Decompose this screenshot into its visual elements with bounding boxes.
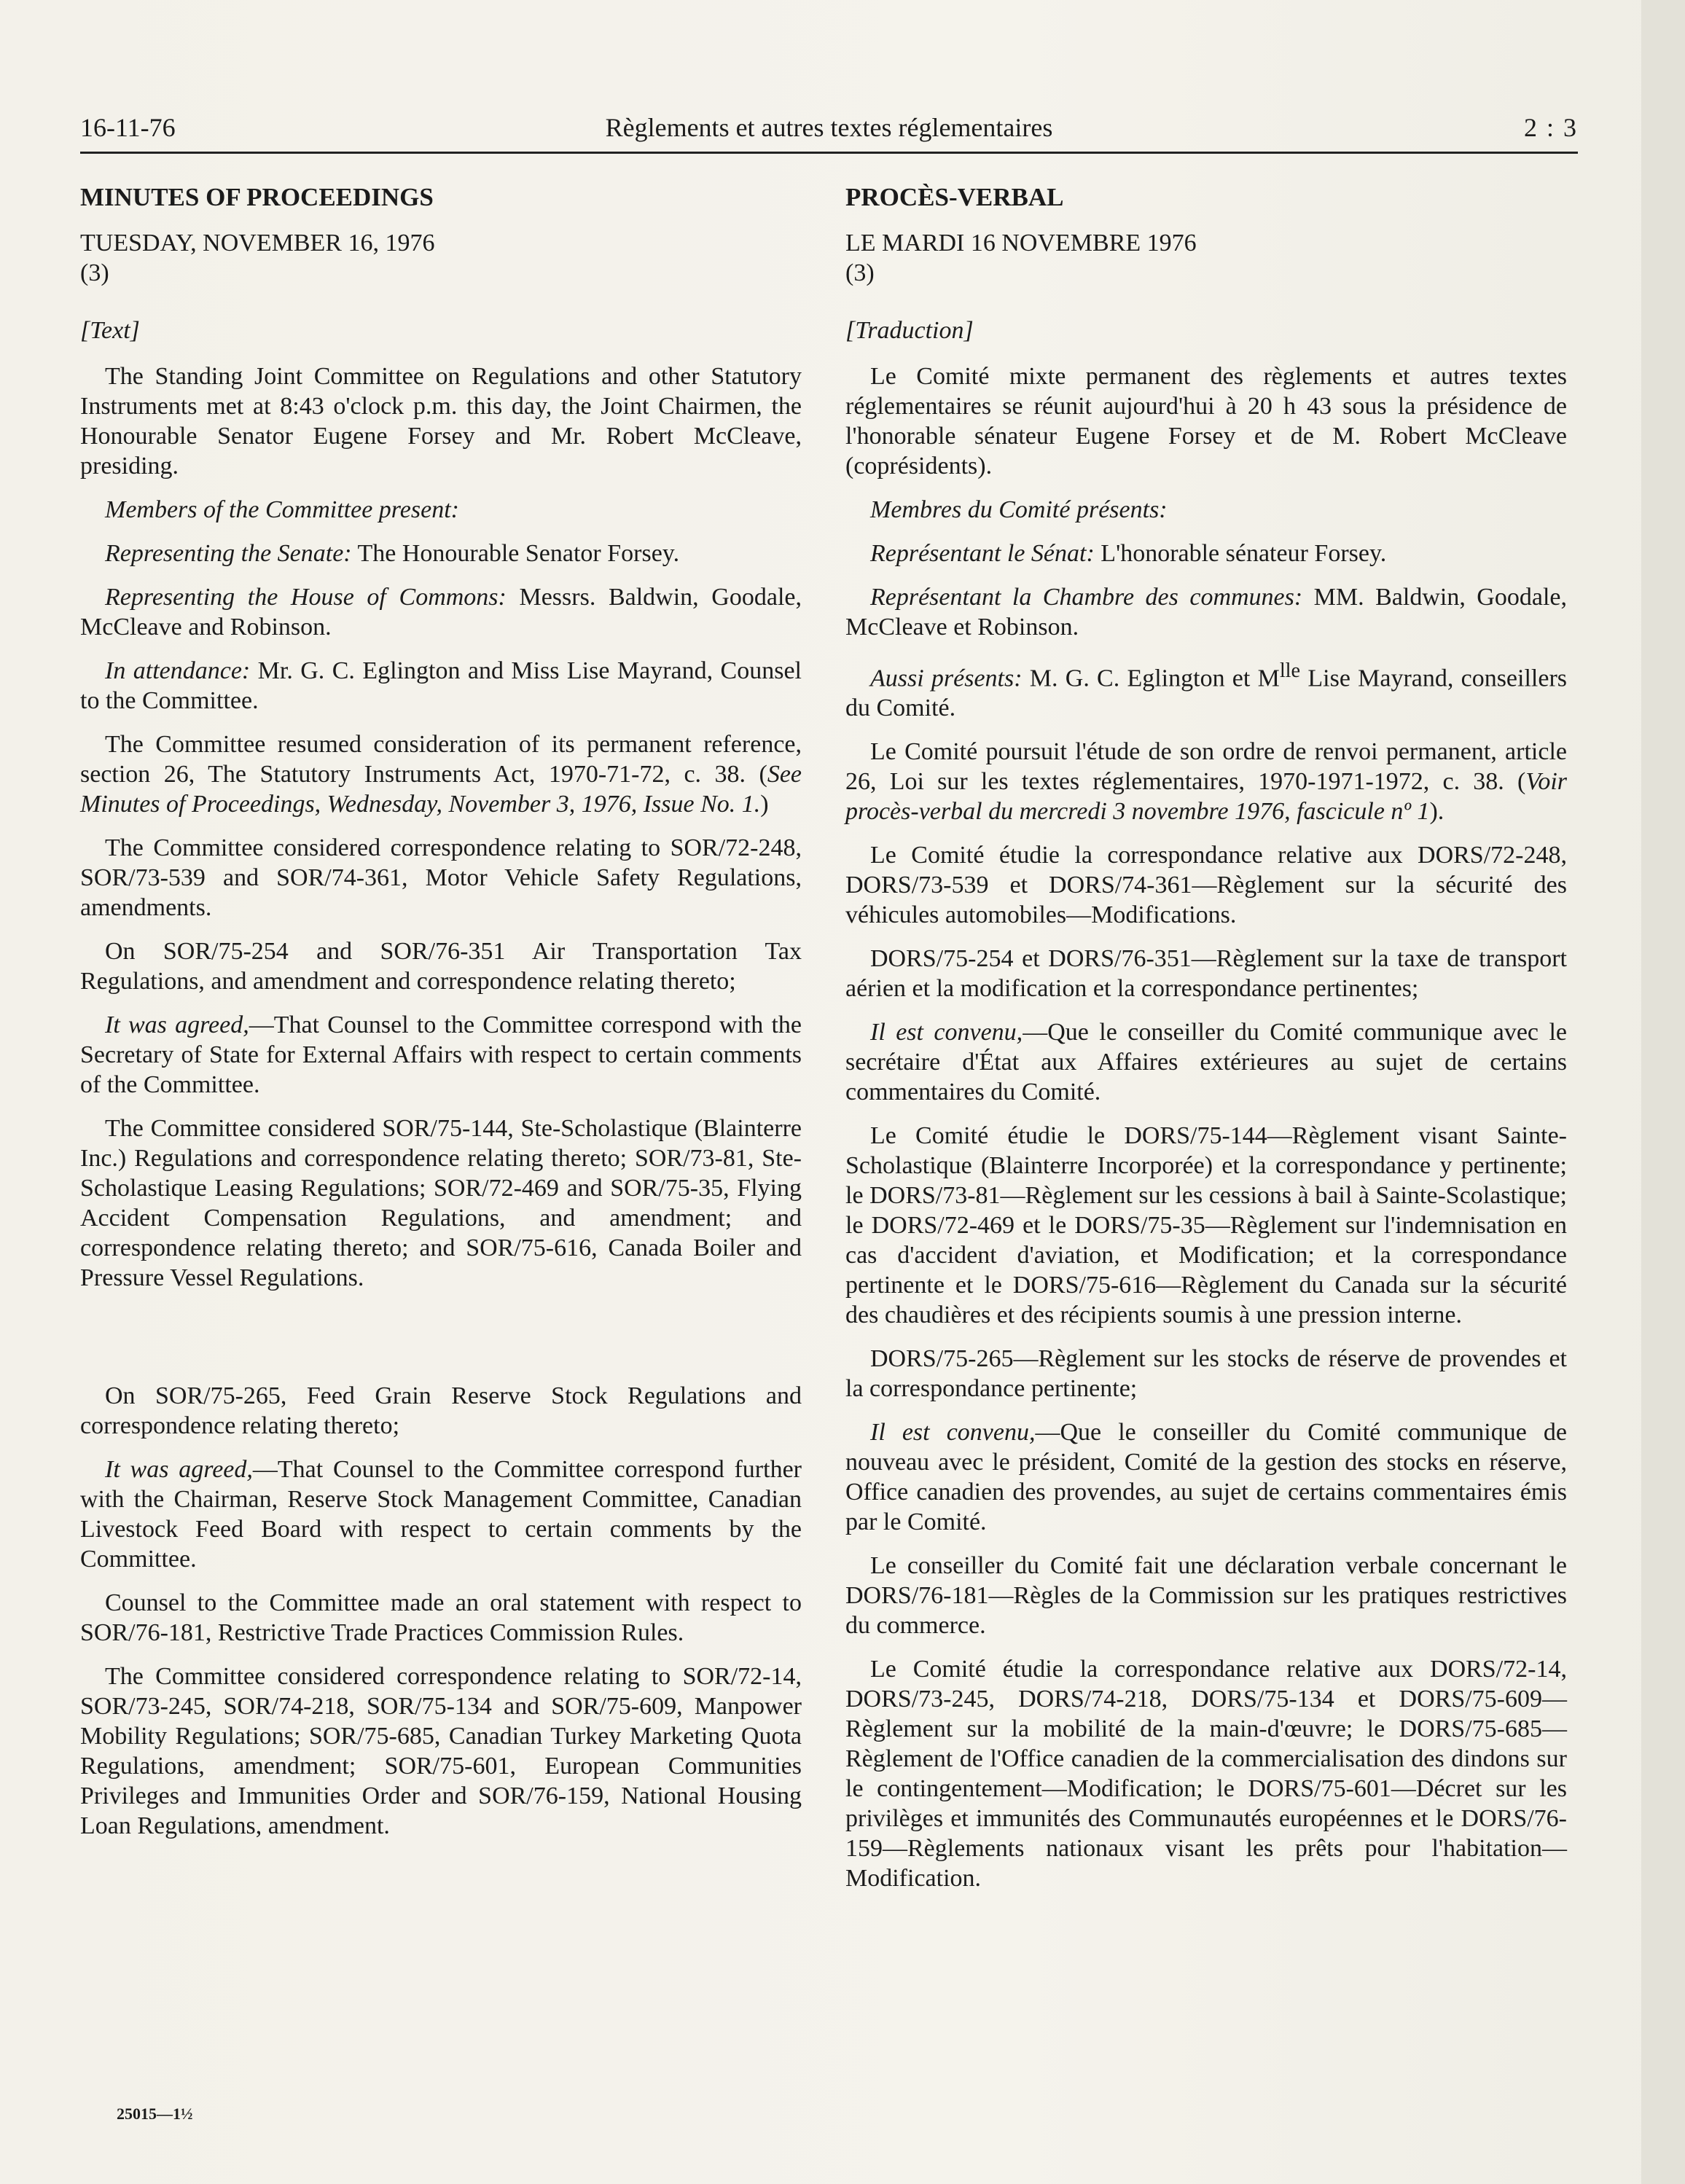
french-agreed-text-1: —Que le conseiller du Comité communique avec le secrétaire d'État aux Affaires extérieures au sujet de certains commentaires du Comité. bbox=[845, 1019, 1567, 1106]
english-resumed-text: The Committee resumed consideration of its permanent reference, section 26, The Statutory Instruments Act, 1970-71-72, c. 38. ( bbox=[80, 731, 802, 788]
french-senate-label: Représentant le Sénat: bbox=[870, 540, 1095, 567]
french-resumed-paragraph bbox=[845, 737, 1567, 826]
french-agreed-label-2: Il est convenu, bbox=[870, 1419, 1036, 1447]
running-header bbox=[80, 109, 1578, 154]
french-senate-line bbox=[845, 539, 1567, 568]
english-ste-scholastique-paragraph: The Committee considered SOR/75-144, Ste-Scholastique (Blainterre Inc.) Regulations and correspondence relating thereto; SOR/73-81, Ste-Scholastique Leasing Regulations; SOR/72-469 and SOR/75-35, Flying Accident Compensation Regulations, and amendment; and correspondence relating thereto; and SOR/75-616, Canada Boiler and Pressure Vessel Regulations. bbox=[80, 1115, 802, 1291]
english-attendance-label: In attendance: bbox=[105, 657, 251, 684]
french-agreed-label-1: Il est convenu, bbox=[870, 1019, 1023, 1046]
english-attendance-line bbox=[80, 656, 802, 716]
french-attendance-line bbox=[845, 656, 1567, 723]
english-agreed-label-1: It was agreed, bbox=[105, 1011, 249, 1038]
french-last-paragraph: Le Comité étudie la correspondance relative aux DORS/72-14, DORS/73-245, DORS/74-218, DORS/75-134 et DORS/75-609—Règlement sur la mobilité de la main-d'œuvre; le DORS/75-685—Règlement de l'Office canadien de la commercialisation des dindons sur le contingentement—Modification; le DORS/75-601—Décret sur les privilèges et immunités des Communautés européennes et le DORS/76-159—Règlements nationaux visant les prêts pour l'habitation—Modification. bbox=[845, 1656, 1567, 1893]
french-air-transport-paragraph: DORS/75-254 et DORS/76-351—Règlement sur la taxe de transport aérien et la modification et la correspondance pertinentes; bbox=[845, 945, 1567, 1003]
french-attendance-value-a: M. G. C. Eglington et M bbox=[1022, 665, 1280, 692]
french-agreed-paragraph-1 bbox=[845, 1017, 1567, 1107]
english-commons-line bbox=[80, 582, 802, 642]
english-agreed-text-2: —That Counsel to the Committee correspond further with the Chairman, Reserve Stock Management Committee, Canadian Livestock Feed Board with respect to certain comments by the Committee. bbox=[80, 1456, 802, 1573]
english-agreed-label-2: It was agreed, bbox=[105, 1456, 253, 1483]
english-oral-statement-paragraph: Counsel to the Committee made an oral statement with respect to SOR/76-181, Restrictive Trade Practices Commission Rules. bbox=[80, 1589, 802, 1646]
french-column bbox=[845, 182, 1567, 1907]
french-motor-vehicle-paragraph: Le Comité étudie la correspondance relative aux DORS/72-248, DORS/73-539 et DORS/74-361—Règlement sur la sécurité des véhicules automobiles—Modifications. bbox=[845, 842, 1567, 929]
french-attendance-label: Aussi présents: bbox=[870, 665, 1023, 692]
english-date: TUESDAY, NOVEMBER 16, 1976 bbox=[80, 230, 435, 257]
french-commons-line bbox=[845, 582, 1567, 642]
english-resumed-close: ) bbox=[760, 791, 769, 818]
french-text-label: [Traduction] bbox=[845, 317, 974, 344]
french-ste-scholastique-paragraph: Le Comité étudie le DORS/75-144—Règlement visant Sainte-Scholastique (Blainterre Incorporée) et la correspondance y pertinente; le DORS/73-81—Règlement sur les cessions à bail à Sainte-Scolastique; le DORS/72-469 et le DORS/75-35—Règlement sur l'indemnisation en cas d'accident d'aviation, et Modification; et la correspondance pertinente et le DORS/75-616—Règlement du Canada sur la sécurité des chaudières et des récipients soumis à une pression interne. bbox=[845, 1122, 1567, 1329]
english-heading: MINUTES OF PROCEEDINGS bbox=[80, 183, 434, 211]
english-resumed-paragraph bbox=[80, 729, 802, 819]
english-sitting-number: (3) bbox=[80, 259, 109, 286]
english-commons-value: Messrs. Baldwin, Goodale, McCleave and Robinson. bbox=[80, 584, 802, 641]
english-agreed-text-1: —That Counsel to the Committee correspond with the Secretary of State for External Affairs with respect to certain comments of the Committee. bbox=[80, 1011, 802, 1098]
header-page-number: 2 : 3 bbox=[1523, 113, 1578, 142]
english-text-label: [Text] bbox=[80, 317, 140, 344]
english-commons-label: Representing the House of Commons: bbox=[105, 584, 507, 611]
english-senate-line bbox=[80, 539, 802, 568]
english-senate-label: Representing the Senate: bbox=[105, 540, 352, 567]
french-commons-value: MM. Baldwin, Goodale, McCleave et Robinson. bbox=[845, 584, 1567, 641]
french-attendance-value-b: Lise Mayrand, conseillers du Comité. bbox=[845, 665, 1568, 722]
french-commons-label: Représentant la Chambre des communes: bbox=[870, 584, 1303, 611]
printer-code: 25015—1½ bbox=[117, 2105, 193, 2123]
french-oral-statement-paragraph: Le conseiller du Comité fait une déclaration verbale concernant le DORS/76-181—Règles de la Commission sur les pratiques restrictives du commerce. bbox=[845, 1552, 1567, 1640]
french-date: LE MARDI 16 NOVEMBRE 1976 bbox=[845, 230, 1197, 257]
english-motor-vehicle-paragraph: The Committee considered correspondence relating to SOR/72-248, SOR/73-539 and SOR/74-361, Motor Vehicle Safety Regulations, amendments. bbox=[80, 834, 802, 921]
french-opening-paragraph: Le Comité mixte permanent des règlements et autres textes réglementaires se réunit aujourd'hui à 20 h 43 sous la présidence de l'honorable sénateur Eugene Forsey et de M. Robert McCleave (coprésidents). bbox=[845, 363, 1567, 480]
page-edge bbox=[1641, 0, 1685, 2184]
english-agreed-paragraph-1 bbox=[80, 1010, 802, 1100]
english-opening-paragraph: The Standing Joint Committee on Regulations and other Statutory Instruments met at 8:43 o'clock p.m. this day, the Joint Chairmen, the Honourable Senator Eugene Forsey and Mr. Robert McCleave, presiding. bbox=[80, 363, 802, 480]
french-agreed-text-2: —Que le conseiller du Comité communique de nouveau avec le président, Comité de la gestion des stocks en réserve, Office canadien des provendes, au sujet de certains commentaires émis par le Comité. bbox=[845, 1419, 1567, 1536]
english-last-paragraph: The Committee considered correspondence relating to SOR/72-14, SOR/73-245, SOR/74-218, SOR/75-134 and SOR/75-609, Manpower Mobility Regulations; SOR/75-685, Canadian Turkey Marketing Quota Regulations, amendment; SOR/75-601, European Communities Privileges and Immunities Order and SOR/76-159, National Housing Loan Regulations, amendment. bbox=[80, 1663, 802, 1839]
french-resumed-reference: Voir procès-verbal du mercredi 3 novembre 1976, fascicule nº 1 bbox=[845, 768, 1567, 826]
french-feed-grain-paragraph: DORS/75-265—Règlement sur les stocks de réserve de provendes et la correspondance pertinente; bbox=[845, 1345, 1567, 1403]
header-title: Règlements et autres textes réglementaires bbox=[605, 113, 1053, 142]
french-resumed-close: ). bbox=[1429, 798, 1444, 826]
english-air-transport-paragraph: On SOR/75-254 and SOR/76-351 Air Transportation Tax Regulations, and amendment and correspondence relating thereto; bbox=[80, 938, 802, 995]
english-members-label: Members of the Committee present: bbox=[105, 496, 459, 523]
french-agreed-paragraph-2 bbox=[845, 1417, 1567, 1537]
english-attendance-value: Mr. G. C. Eglington and Miss Lise Mayrand, Counsel to the Committee. bbox=[80, 657, 802, 714]
english-feed-grain-paragraph: On SOR/75-265, Feed Grain Reserve Stock Regulations and correspondence relating thereto; bbox=[80, 1382, 802, 1439]
french-members-label: Membres du Comité présents: bbox=[870, 496, 1168, 523]
french-attendance-superscript: lle bbox=[1279, 659, 1301, 682]
english-spacer bbox=[80, 1307, 802, 1381]
header-date: 16-11-76 bbox=[80, 113, 176, 142]
french-heading: PROCÈS-VERBAL bbox=[845, 183, 1064, 211]
english-column bbox=[80, 182, 802, 1855]
french-sitting-number: (3) bbox=[845, 259, 875, 286]
english-senate-value: The Honourable Senator Forsey. bbox=[351, 540, 680, 567]
french-resumed-text: Le Comité poursuit l'étude de son ordre de renvoi permanent, article 26, Loi sur les textes réglementaires, 1970-1971-1972, c. 38. ( bbox=[845, 738, 1567, 796]
french-senate-value: L'honorable sénateur Forsey. bbox=[1094, 540, 1387, 567]
english-resumed-reference: See Minutes of Proceedings, Wednesday, November 3, 1976, Issue No. 1. bbox=[80, 761, 802, 818]
english-agreed-paragraph-2 bbox=[80, 1455, 802, 1574]
